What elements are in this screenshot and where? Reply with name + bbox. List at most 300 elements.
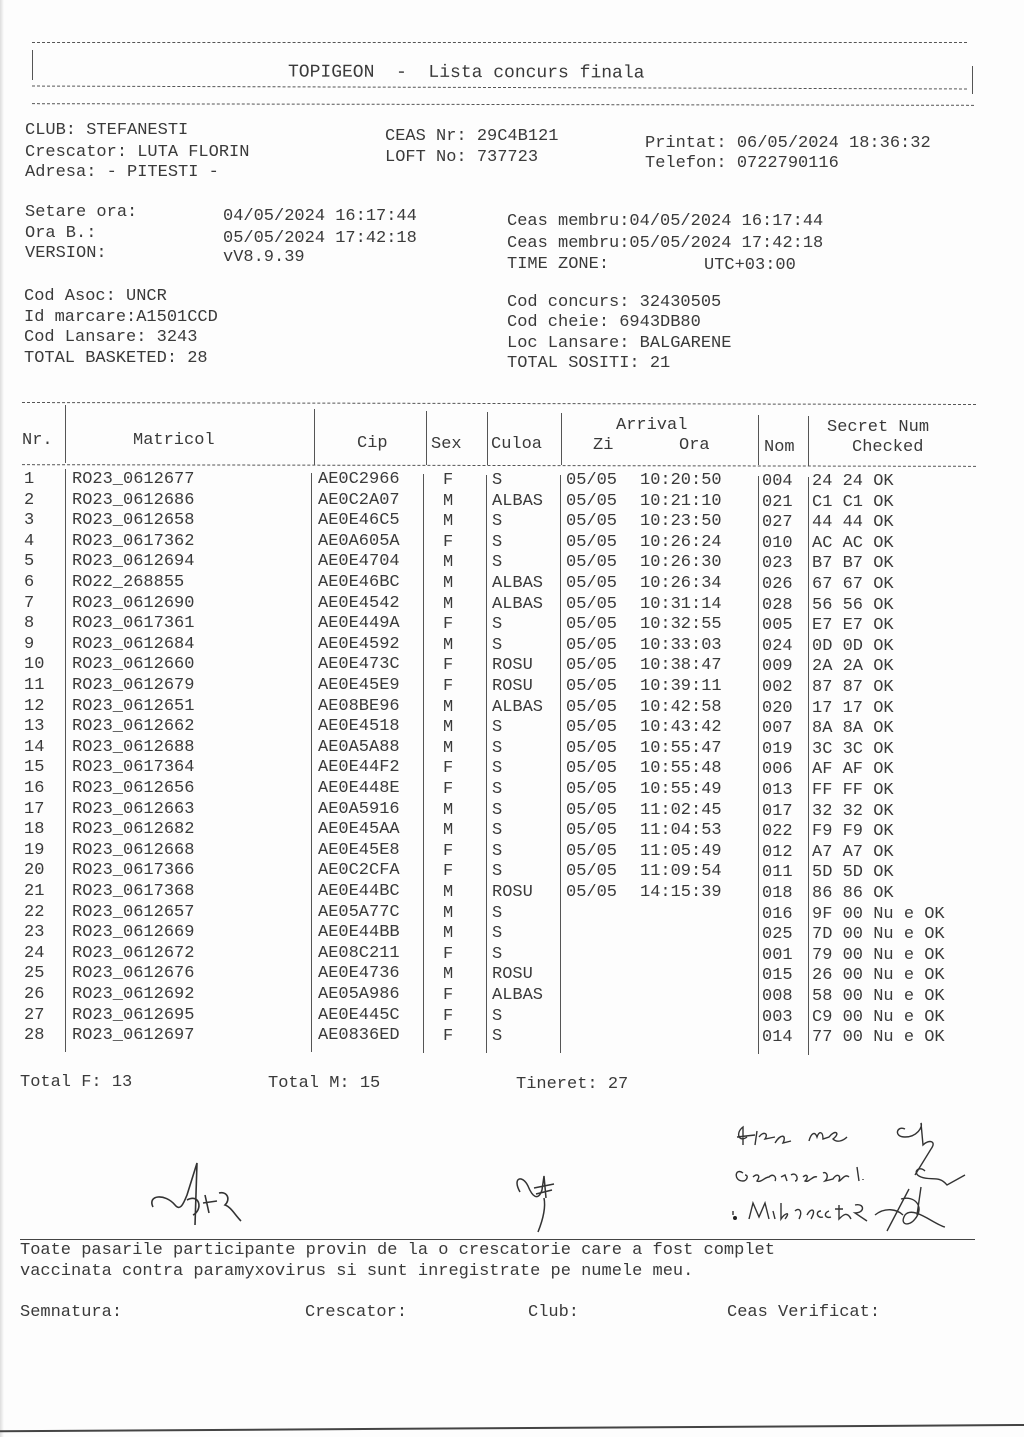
cell-nom: 017 [762, 801, 793, 821]
cell-arrival-time: 10:31:14 [640, 594, 722, 614]
table-row [0, 923, 1000, 943]
cell-sex: M [443, 821, 454, 841]
cell-culoa: ROSU [492, 677, 533, 696]
version-value: vV8.9.39 [223, 248, 305, 267]
cell-sex: F [443, 615, 454, 635]
total-basketed: TOTAL BASKETED: 28 [24, 349, 208, 368]
table-row [0, 820, 1000, 840]
cell-nr: 19 [24, 840, 45, 860]
cell-nom: 024 [762, 636, 793, 656]
cell-secret-num: 0D 0D OK [812, 636, 894, 656]
cell-culoa: S [492, 944, 503, 964]
cell-arrival-time: 10:32:55 [640, 615, 722, 635]
header-sep [487, 412, 488, 465]
marking-id: Id marcare:A1501CCD [24, 308, 218, 327]
signature-label: Semnatura: [20, 1303, 123, 1322]
cell-nr: 24 [24, 943, 45, 963]
cell-sex: F [443, 532, 454, 552]
cell-secret-num: 8A 8A OK [812, 719, 894, 739]
cell-nr: 20 [24, 861, 45, 881]
column-header-culoa: Culoa [491, 435, 543, 454]
cell-secret-num: 32 32 OK [812, 801, 894, 821]
cell-matricol: RO23_0612669 [72, 923, 195, 943]
table-row [0, 491, 1000, 511]
cell-nr: 25 [24, 964, 45, 984]
table-row [0, 800, 1000, 820]
footer-divider [20, 1239, 975, 1240]
cell-cip: AE0E46BC [318, 573, 400, 592]
cell-culoa: ROSU [492, 965, 533, 985]
cell-culoa: ROSU [492, 656, 533, 676]
cell-arrival-time: 11:05:49 [640, 841, 722, 861]
header-sep [758, 415, 759, 465]
cell-arrival-day: 05/05 [566, 512, 618, 532]
version-label: VERSION: [25, 244, 107, 263]
cell-culoa: S [492, 635, 503, 655]
cell-culoa: S [492, 903, 503, 923]
cell-culoa: S [492, 553, 503, 573]
cell-sex: F [443, 471, 454, 490]
table-row [0, 614, 1000, 634]
cell-arrival-day: 05/05 [566, 532, 618, 552]
table-row [0, 758, 1000, 778]
cell-sex: F [443, 862, 454, 882]
cell-sex: F [443, 656, 454, 676]
cell-arrival-day: 05/05 [566, 615, 618, 635]
cell-secret-num: 3C 3C OK [812, 739, 894, 759]
cell-sex: M [443, 718, 454, 738]
cell-sex: F [443, 986, 454, 1005]
cell-nr: 8 [24, 614, 35, 634]
cell-cip: AE0A5A88 [318, 737, 400, 757]
breeder-label: Crescator: [305, 1303, 408, 1322]
cell-arrival-day: 05/05 [566, 862, 618, 882]
table-row [0, 738, 1000, 758]
cell-arrival-day: 05/05 [566, 677, 618, 696]
cell-nr: 7 [24, 593, 35, 613]
cell-arrival-day: 05/05 [566, 718, 618, 738]
cell-arrival-time: 10:55:49 [640, 780, 722, 799]
cell-culoa: S [492, 862, 503, 882]
cell-matricol: RO23_0612672 [72, 943, 195, 963]
cell-nom: 002 [762, 678, 793, 697]
clock-number: CEAS Nr: 29C4B121 [385, 127, 559, 146]
table-row [0, 1026, 1000, 1046]
cell-matricol: RO23_0612694 [72, 552, 195, 572]
cell-sex: F [443, 1006, 454, 1026]
header-sep [808, 416, 809, 466]
cell-sex: F [443, 841, 454, 861]
release-location: Loc Lansare: BALGARENE [507, 334, 732, 353]
cell-nr: 18 [24, 820, 45, 840]
cell-culoa: S [492, 780, 503, 799]
table-row [0, 470, 1000, 490]
title-box-left-border [32, 50, 33, 80]
header-sep [314, 409, 315, 465]
cell-secret-num: 44 44 OK [812, 513, 894, 533]
cell-sex: F [443, 944, 454, 964]
cell-matricol: RO23_0612682 [72, 820, 195, 840]
cell-cip: AE0C2CFA [318, 861, 400, 881]
cell-arrival-day: 05/05 [566, 780, 618, 799]
cell-nom: 012 [762, 842, 793, 862]
cell-secret-num: A7 A7 OK [812, 842, 894, 862]
cell-matricol: RO23_0612660 [72, 655, 195, 675]
cell-secret-num: 7D 00 Nu e OK [812, 925, 945, 945]
race-code: Cod concurs: 32430505 [507, 293, 722, 312]
cell-arrival-time: 14:15:39 [640, 883, 722, 902]
cell-secret-num: C1 C1 OK [812, 492, 894, 512]
table-row [0, 964, 1000, 984]
report-title: TOPIGEON - Lista concurs finala [287, 62, 645, 84]
cell-secret-num: 17 17 OK [812, 698, 894, 718]
header-sep [426, 411, 427, 465]
cell-nr: 23 [24, 923, 45, 943]
cell-cip: AE0E45E9 [318, 676, 400, 695]
cell-cip: AE0E4542 [318, 593, 400, 613]
cell-sex: M [443, 491, 454, 511]
cell-nom: 023 [762, 554, 793, 574]
header-sep [65, 405, 66, 463]
cell-arrival-time: 11:04:53 [640, 821, 722, 841]
basket-time-value: 05/05/2024 17:42:18 [223, 229, 417, 248]
address: Adresa: - PITESTI - [25, 163, 219, 182]
cell-secret-num: C9 00 Nu e OK [812, 1007, 945, 1027]
cell-secret-num: 67 67 OK [812, 575, 894, 594]
cell-arrival-day: 05/05 [566, 841, 618, 861]
table-row [0, 676, 1000, 696]
cell-arrival-time: 10:42:58 [640, 697, 722, 717]
cell-arrival-time: 10:20:50 [640, 471, 722, 490]
cell-secret-num: 87 87 OK [812, 678, 894, 697]
table-header-top-border [22, 402, 976, 405]
cell-arrival-time: 10:26:30 [640, 553, 722, 573]
total-young: Tineret: 27 [516, 1075, 629, 1094]
declaration-line-1: Toate pasarile participante provin de la o crescatorie care a fost complet [20, 1241, 775, 1260]
cell-cip: AE05A77C [318, 902, 400, 922]
cell-culoa: S [492, 471, 503, 490]
cell-nr: 27 [24, 1005, 45, 1025]
cell-sex: M [443, 903, 454, 923]
cell-cip: AE0C2966 [318, 470, 400, 489]
cell-nr: 4 [24, 531, 35, 551]
cell-nr: 21 [24, 882, 45, 901]
cell-cip: AE0A605A [318, 531, 400, 551]
cell-secret-num: 26 00 Nu e OK [812, 966, 945, 986]
cell-culoa: S [492, 532, 503, 552]
cell-nr: 16 [24, 779, 45, 798]
table-row [0, 594, 1000, 614]
cell-nr: 3 [24, 511, 35, 531]
cell-nom: 014 [762, 1028, 793, 1048]
cell-nr: 14 [24, 737, 45, 757]
column-header-checked: Checked [852, 438, 924, 457]
cell-nr: 2 [24, 490, 35, 510]
table-row [0, 573, 1000, 593]
time-zone-value: UTC+03:00 [704, 256, 796, 275]
column-header-matricol: Matricol [133, 431, 215, 450]
phone-number: Telefon: 0722790116 [645, 154, 839, 173]
cell-culoa: S [492, 841, 503, 861]
club-name: CLUB: STEFANESTI [25, 121, 189, 140]
cell-secret-num: 86 86 OK [812, 884, 894, 903]
column-header-ora: Ora [679, 436, 710, 455]
time-zone-label: TIME ZONE: [507, 255, 610, 274]
cell-arrival-day: 05/05 [566, 883, 618, 902]
cell-nom: 025 [762, 925, 793, 945]
print-timestamp: Printat: 06/05/2024 18:36:32 [645, 134, 931, 153]
cell-arrival-day: 05/05 [566, 821, 618, 841]
cell-nr: 26 [24, 985, 45, 1004]
cell-cip: AE08BE96 [318, 696, 400, 716]
cell-arrival-time: 10:38:47 [640, 656, 722, 676]
cell-sex: M [443, 574, 454, 593]
cell-nr: 5 [24, 552, 35, 572]
cell-nom: 004 [762, 472, 793, 491]
cell-cip: AE0E44BC [318, 882, 400, 901]
cell-cip: AE0E448E [318, 779, 400, 798]
cell-sex: M [443, 697, 454, 717]
cell-arrival-day: 05/05 [566, 800, 618, 820]
cell-matricol: RO22_268855 [72, 573, 185, 592]
total-males: Total M: 15 [268, 1074, 381, 1093]
cell-matricol: RO23_0612657 [72, 902, 195, 922]
loft-number: LOFT No: 737723 [385, 148, 539, 167]
cell-matricol: RO23_0612676 [72, 964, 195, 984]
cell-nom: 005 [762, 616, 793, 636]
cell-cip: AE0C2A07 [318, 490, 400, 510]
column-header-cip: Cip [357, 434, 388, 453]
cell-arrival-time: 10:21:10 [640, 491, 722, 511]
cell-cip: AE0E4704 [318, 552, 400, 572]
column-header-secret-num: Secret Num [827, 418, 930, 437]
table-row [0, 861, 1000, 881]
cell-culoa: S [492, 718, 503, 738]
cell-nr: 17 [24, 799, 45, 819]
cell-culoa: ALBAS [492, 491, 544, 511]
cell-secret-num: 77 00 Nu e OK [812, 1028, 945, 1048]
cell-matricol: RO23_0612690 [72, 593, 195, 613]
cell-nom: 006 [762, 760, 793, 780]
table-row [0, 635, 1000, 655]
cell-matricol: RO23_0612662 [72, 717, 195, 737]
cell-secret-num: F9 F9 OK [812, 822, 894, 842]
cell-arrival-day: 05/05 [566, 635, 618, 655]
cell-nom: 001 [762, 945, 793, 965]
cell-cip: AE0E4518 [318, 717, 400, 737]
table-row [0, 511, 1000, 531]
cell-secret-num: 9F 00 Nu e OK [812, 904, 945, 924]
cell-arrival-time: 10:55:47 [640, 738, 722, 758]
cell-sex: M [443, 512, 454, 532]
table-row [0, 985, 1000, 1005]
cell-matricol: RO23_0612697 [72, 1026, 195, 1046]
cell-sex: F [443, 1027, 454, 1047]
cell-matricol: RO23_0617361 [72, 614, 195, 634]
cell-matricol: RO23_0612692 [72, 985, 195, 1004]
cell-arrival-time: 10:26:34 [640, 574, 722, 593]
cell-culoa: ALBAS [492, 697, 544, 717]
table-row [0, 1006, 1000, 1026]
cell-culoa: ALBAS [492, 594, 544, 614]
cell-nom: 009 [762, 657, 793, 677]
cell-culoa: S [492, 512, 503, 532]
cell-matricol: RO23_0612695 [72, 1005, 195, 1025]
title-box-right-border [972, 66, 973, 94]
cell-sex: M [443, 924, 454, 944]
cell-cip: AE0E445C [318, 1005, 400, 1025]
table-row [0, 655, 1000, 675]
table-row [0, 841, 1000, 861]
breeder-name: Crescator: LUTA FLORIN [25, 143, 250, 162]
cell-secret-num: 58 00 Nu e OK [812, 987, 945, 1006]
release-code: Cod Lansare: 3243 [24, 328, 198, 347]
cell-nom: 010 [762, 533, 793, 553]
table-row [0, 552, 1000, 572]
cell-matricol: RO23_0612663 [72, 799, 195, 819]
association-code: Cod Asoc: UNCR [24, 287, 167, 306]
cell-cip: AE0E4592 [318, 634, 400, 654]
member-clock-1: Ceas membru:04/05/2024 16:17:44 [507, 212, 824, 231]
table-row [0, 532, 1000, 552]
cell-cip: AE0E449A [318, 614, 400, 634]
cell-matricol: RO23_0617366 [72, 861, 195, 881]
cell-matricol: RO23_0612658 [72, 511, 195, 531]
cell-arrival-day: 05/05 [566, 759, 618, 779]
title-box-lower-border [32, 103, 974, 106]
cell-matricol: RO23_0617368 [72, 882, 195, 901]
cell-cip: AE0E46C5 [318, 511, 400, 531]
cell-arrival-day: 05/05 [566, 574, 618, 593]
header-sep [561, 413, 562, 465]
cell-arrival-time: 11:09:54 [640, 862, 722, 882]
cell-culoa: S [492, 1006, 503, 1026]
cell-cip: AE0E473C [318, 655, 400, 675]
cell-nom: 020 [762, 698, 793, 718]
cell-matricol: RO23_0612686 [72, 490, 195, 510]
total-females: Total F: 13 [20, 1073, 133, 1092]
member-clock-2: Ceas membru:05/05/2024 17:42:18 [507, 234, 824, 253]
cell-nom: 021 [762, 492, 793, 512]
cell-culoa: S [492, 821, 503, 841]
cell-nr: 12 [24, 696, 45, 716]
cell-nr: 28 [24, 1026, 45, 1046]
table-row [0, 882, 1000, 902]
cell-nom: 003 [762, 1007, 793, 1027]
cell-secret-num: AF AF OK [812, 760, 894, 780]
cell-arrival-day: 05/05 [566, 491, 618, 511]
cell-nom: 018 [762, 884, 793, 903]
cell-arrival-time: 10:43:42 [640, 718, 722, 738]
cell-culoa: ALBAS [492, 574, 544, 593]
cell-sex: F [443, 759, 454, 779]
cell-nom: 016 [762, 904, 793, 924]
column-header-zi: Zi [593, 436, 614, 455]
title-box-top-border [32, 42, 967, 43]
club-label: Club: [528, 1303, 580, 1322]
cell-sex: M [443, 883, 454, 902]
cell-secret-num: B7 B7 OK [812, 554, 894, 574]
column-header-nom: Nom [764, 438, 795, 457]
time-setting-value: 04/05/2024 16:17:44 [223, 207, 417, 226]
cell-culoa: S [492, 759, 503, 779]
table-header-bottom-border [22, 464, 976, 467]
cell-arrival-day: 05/05 [566, 471, 618, 490]
cell-arrival-time: 10:23:50 [640, 512, 722, 532]
cell-cip: AE05A986 [318, 985, 400, 1004]
cell-sex: M [443, 965, 454, 985]
cell-nom: 027 [762, 513, 793, 533]
cell-cip: AE0E44F2 [318, 758, 400, 778]
cell-nom: 007 [762, 719, 793, 739]
cell-culoa: S [492, 924, 503, 944]
declaration-line-2: vaccinata contra paramyxovirus si sunt inregistrate pe numele meu. [20, 1262, 694, 1281]
cell-sex: M [443, 594, 454, 614]
cell-secret-num: 5D 5D OK [812, 863, 894, 883]
cell-matricol: RO23_0612684 [72, 634, 195, 654]
time-setting-label: Setare ora: [25, 203, 138, 222]
key-code: Cod cheie: 6943DB80 [507, 313, 701, 332]
cell-nom: 019 [762, 739, 793, 759]
cell-matricol: RO23_0612677 [72, 470, 195, 489]
basket-time-label: Ora B.: [25, 224, 97, 243]
cell-matricol: RO23_0612668 [72, 840, 195, 860]
table-row [0, 697, 1000, 717]
cell-arrival-time: 10:55:48 [640, 759, 722, 779]
cell-arrival-day: 05/05 [566, 553, 618, 573]
cell-arrival-time: 10:33:03 [640, 635, 722, 655]
cell-matricol: RO23_0612656 [72, 779, 195, 798]
cell-secret-num: E7 E7 OK [812, 616, 894, 636]
cell-nom: 028 [762, 595, 793, 615]
cell-nr: 22 [24, 902, 45, 922]
cell-cip: AE08C211 [318, 943, 400, 963]
cell-nr: 6 [24, 573, 35, 592]
cell-matricol: RO23_0612679 [72, 676, 195, 695]
cell-culoa: S [492, 615, 503, 635]
cell-nr: 1 [24, 470, 35, 489]
cell-sex: F [443, 780, 454, 799]
cell-cip: AE0E4736 [318, 964, 400, 984]
cell-culoa: ROSU [492, 883, 533, 902]
cell-nom: 015 [762, 966, 793, 986]
cell-nom: 013 [762, 781, 793, 800]
cell-matricol: RO23_0617364 [72, 758, 195, 778]
verifiers-signatures [725, 1115, 975, 1235]
cell-culoa: S [492, 1027, 503, 1047]
table-row [0, 944, 1000, 964]
title-box-bottom-border [32, 86, 967, 90]
cell-sex: M [443, 738, 454, 758]
cell-nom: 022 [762, 822, 793, 842]
cell-sex: M [443, 800, 454, 820]
club-signature [508, 1168, 568, 1238]
cell-nr: 15 [24, 758, 45, 778]
cell-culoa: S [492, 800, 503, 820]
breeder-signature [145, 1155, 255, 1235]
cell-secret-num: 79 00 Nu e OK [812, 945, 945, 965]
cell-sex: F [443, 677, 454, 696]
cell-nr: 9 [24, 634, 35, 654]
cell-cip: AE0836ED [318, 1026, 400, 1046]
cell-arrival-day: 05/05 [566, 738, 618, 758]
cell-arrival-time: 10:39:11 [640, 677, 722, 696]
cell-arrival-day: 05/05 [566, 594, 618, 614]
cell-secret-num: 56 56 OK [812, 595, 894, 615]
cell-secret-num: 24 24 OK [812, 472, 894, 491]
cell-culoa: S [492, 738, 503, 758]
cell-nr: 13 [24, 717, 45, 737]
